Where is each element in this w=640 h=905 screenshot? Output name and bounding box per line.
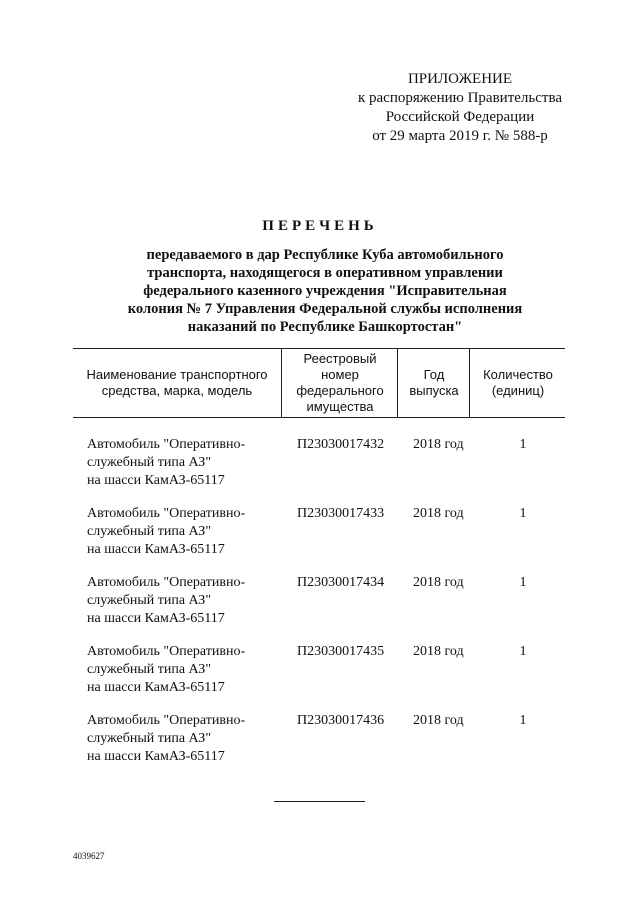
- release-year: 2018 год: [413, 506, 464, 521]
- quantity: 1: [519, 575, 527, 590]
- quantity: 1: [519, 713, 527, 728]
- vehicle-name-line: служебный типа АЗ": [87, 593, 212, 608]
- vehicle-name-line: служебный типа АЗ": [87, 662, 212, 677]
- document-code: 4039627: [73, 851, 105, 861]
- vehicle-name-line: служебный типа АЗ": [87, 524, 212, 539]
- vehicle-name-line: служебный типа АЗ": [87, 455, 212, 470]
- header-name: [73, 349, 281, 417]
- header-quantity: [469, 349, 566, 417]
- registry-number: П23030017435: [297, 644, 385, 659]
- quantity: 1: [519, 437, 527, 452]
- header-registry: [281, 349, 398, 417]
- vehicle-name: [87, 574, 287, 628]
- vehicle-name-line: Автомобиль "Оперативно-: [87, 506, 246, 521]
- vehicle-name-line: на шасси КамАЗ-65117: [87, 611, 225, 626]
- vehicle-name-line: Автомобиль "Оперативно-: [87, 644, 246, 659]
- registry-number: П23030017436: [297, 713, 385, 728]
- header-registry-line: имущества: [306, 399, 374, 414]
- vehicle-name: [87, 712, 287, 766]
- vehicle-name-line: на шасси КамАЗ-65117: [87, 749, 225, 764]
- document-subtitle: [90, 246, 560, 336]
- header-name-line: Наименование транспортного: [86, 367, 268, 382]
- release-year: 2018 год: [413, 644, 464, 659]
- end-divider: [274, 801, 365, 802]
- header-quantity-line: Количество: [483, 367, 553, 382]
- appendix-line-2: Российской Федерации: [385, 109, 535, 125]
- vehicle-name-line: служебный типа АЗ": [87, 731, 212, 746]
- vehicle-name: [87, 505, 287, 559]
- table-header: [73, 348, 565, 418]
- quantity: 1: [519, 506, 527, 521]
- vehicle-name-line: на шасси КамАЗ-65117: [87, 473, 225, 488]
- vehicle-table: [73, 348, 565, 764]
- release-year: 2018 год: [413, 713, 464, 728]
- subtitle-line: наказаний по Республике Башкортостан": [187, 319, 463, 335]
- vehicle-name: [87, 436, 287, 490]
- appendix-line-3: от 29 марта 2019 г. № 588-р: [372, 128, 548, 144]
- header-name-line: средства, марка, модель: [101, 383, 253, 398]
- vehicle-name-line: на шасси КамАЗ-65117: [87, 680, 225, 695]
- document-title: ПЕРЕЧЕНЬ: [262, 218, 378, 234]
- release-year: 2018 год: [413, 575, 464, 590]
- header-year: [397, 349, 470, 417]
- vehicle-name: [87, 643, 287, 697]
- appendix-block: [340, 70, 580, 146]
- table-row: [73, 712, 565, 772]
- registry-number: П23030017433: [297, 506, 385, 521]
- appendix-line-1: к распоряжению Правительства: [357, 90, 562, 106]
- table-row: [73, 505, 565, 565]
- subtitle-line: колония № 7 Управления Федеральной службы исполнения: [127, 301, 523, 317]
- subtitle-line: федерального казенного учреждения "Исправительная: [143, 283, 507, 299]
- registry-number: П23030017432: [297, 437, 385, 452]
- table-row: [73, 436, 565, 496]
- vehicle-name-line: Автомобиль "Оперативно-: [87, 713, 246, 728]
- header-year-line: Год: [423, 367, 445, 382]
- header-registry-line: Реестровый: [303, 351, 377, 366]
- table-row: [73, 574, 565, 634]
- header-quantity-line: (единиц): [491, 383, 545, 398]
- subtitle-line: передаваемого в дар Республике Куба автомобильного: [146, 247, 504, 263]
- subtitle-line: транспорта, находящегося в оперативном управлении: [147, 265, 503, 281]
- header-registry-line: федерального: [296, 383, 384, 398]
- vehicle-name-line: Автомобиль "Оперативно-: [87, 437, 246, 452]
- registry-number: П23030017434: [297, 575, 385, 590]
- vehicle-name-line: Автомобиль "Оперативно-: [87, 575, 246, 590]
- header-year-line: выпуска: [409, 383, 459, 398]
- vehicle-name-line: на шасси КамАЗ-65117: [87, 542, 225, 557]
- table-row: [73, 643, 565, 703]
- quantity: 1: [519, 644, 527, 659]
- appendix-label: ПРИЛОЖЕНИЕ: [407, 71, 513, 87]
- header-registry-line: номер: [321, 367, 359, 382]
- release-year: 2018 год: [413, 437, 464, 452]
